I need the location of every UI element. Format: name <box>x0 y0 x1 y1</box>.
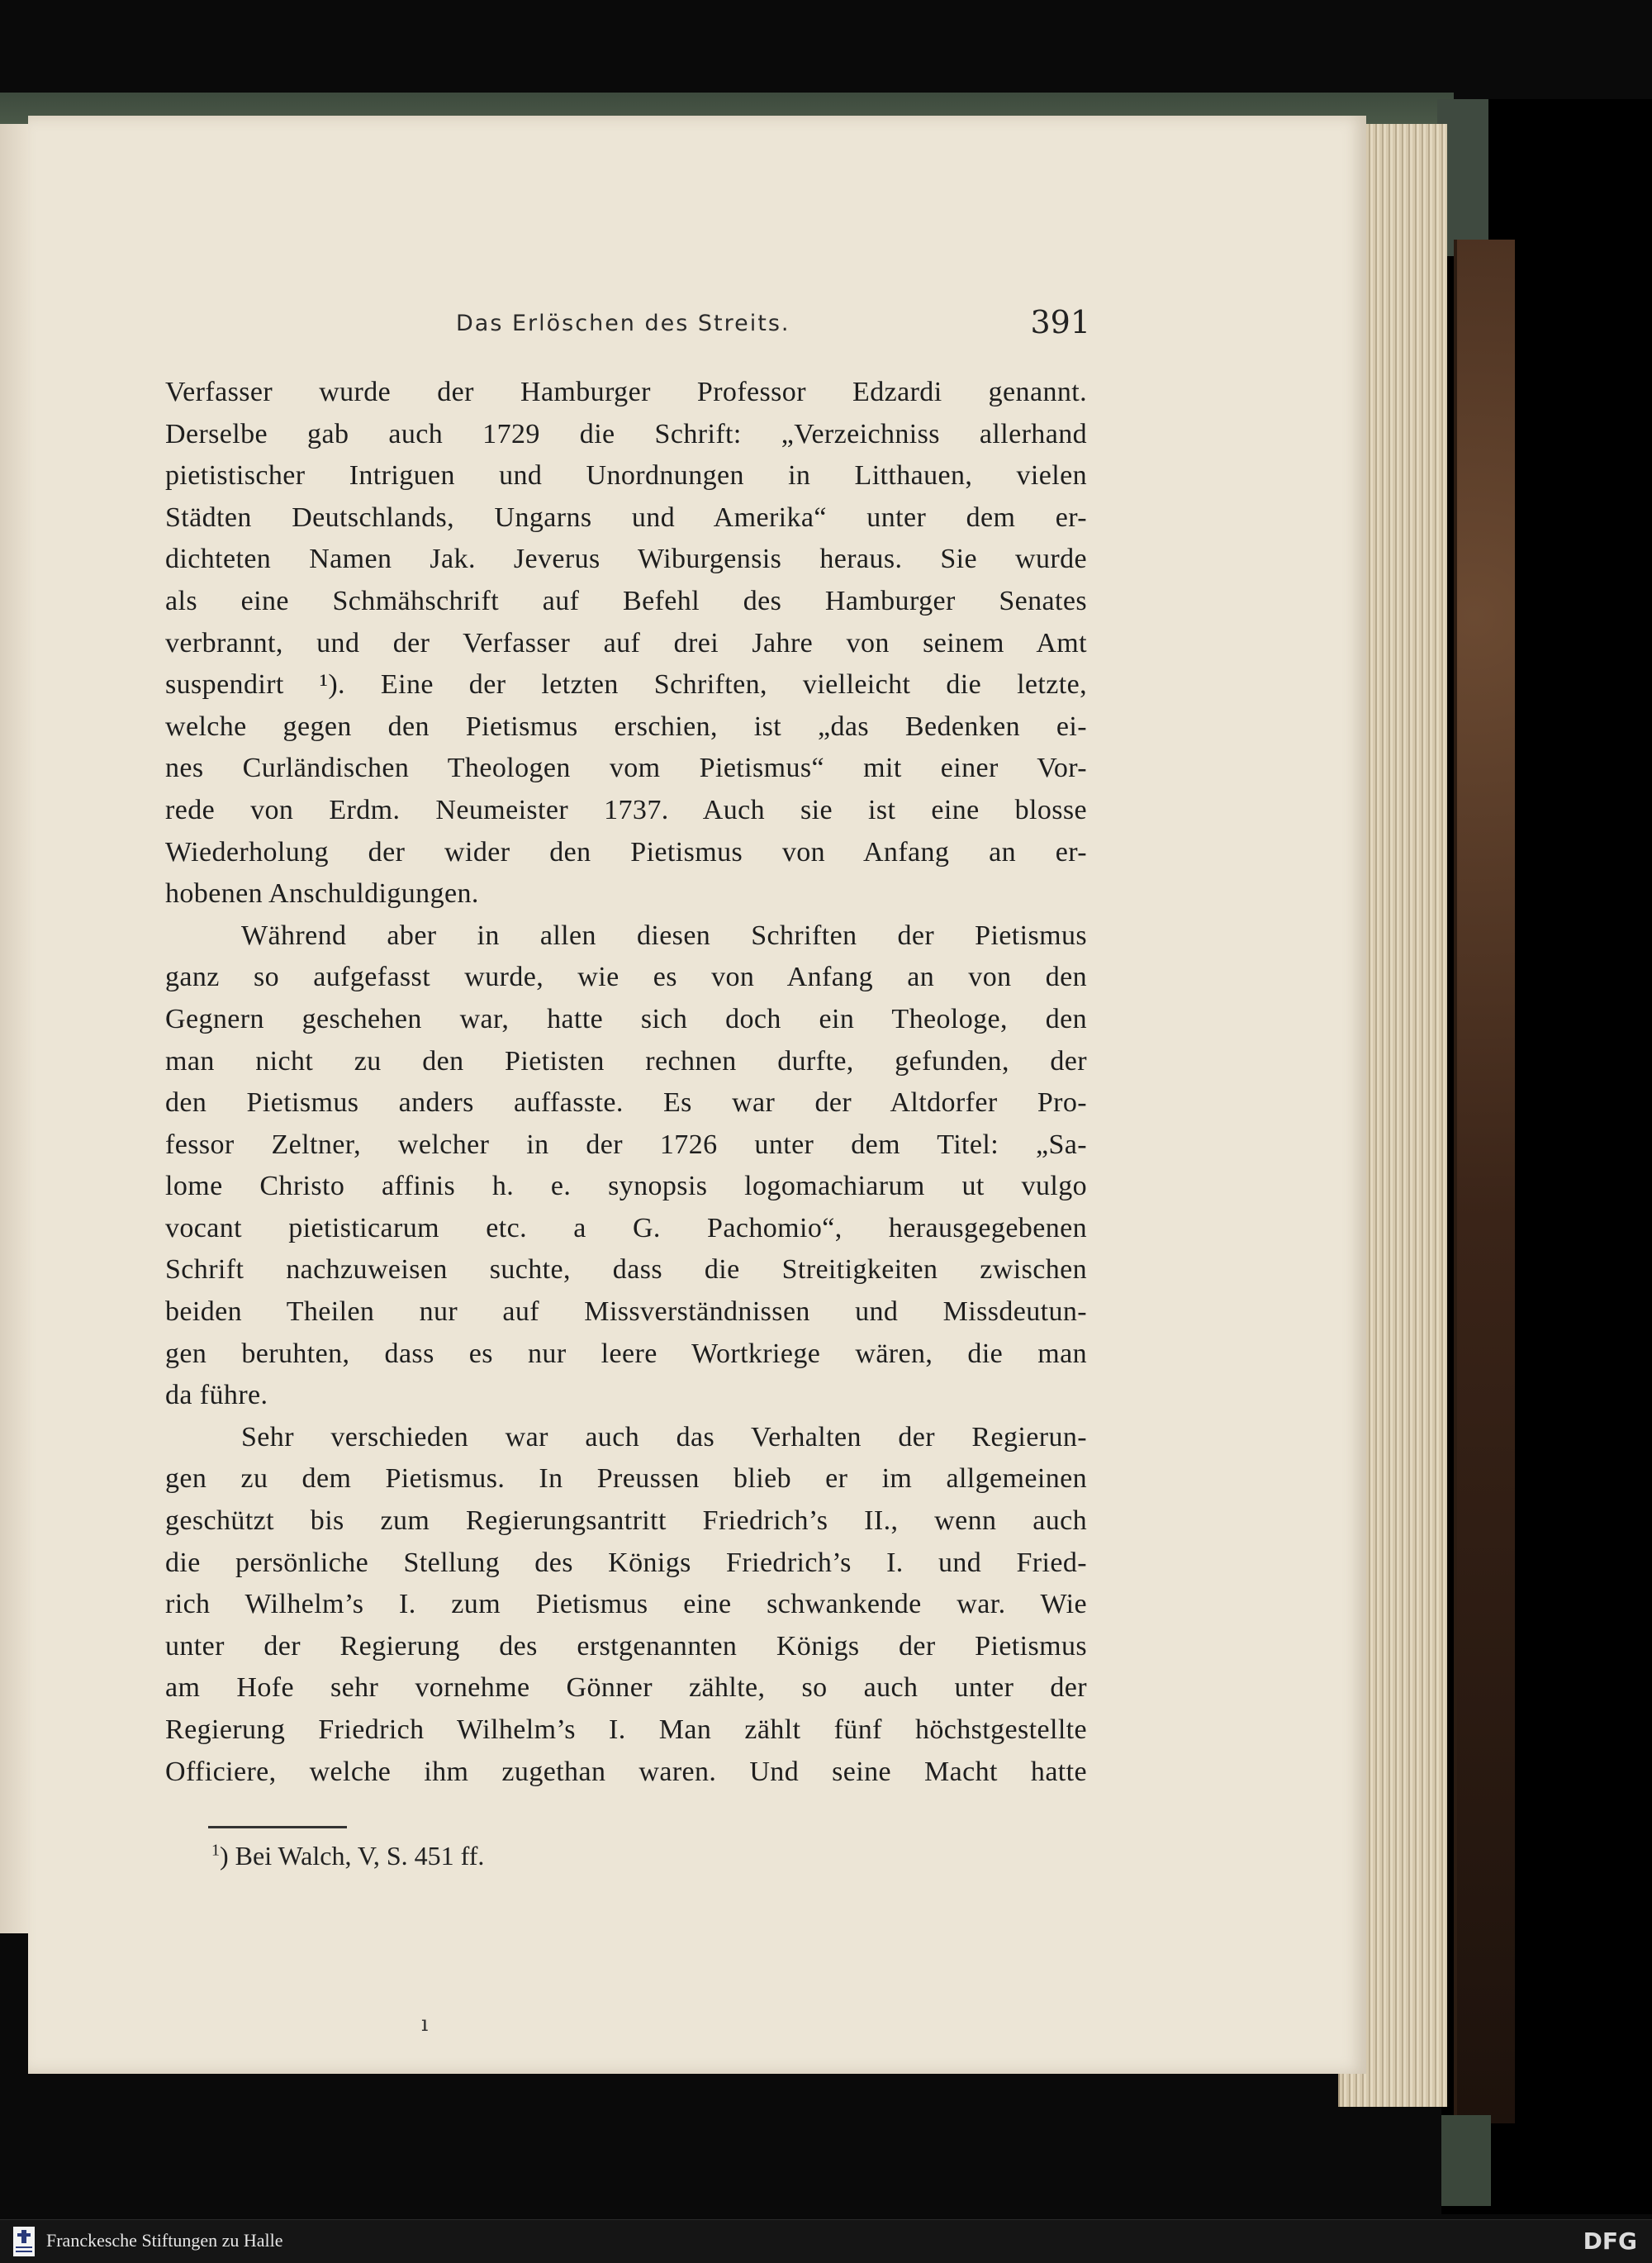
text-line: als eine Schmähschrift auf Befehl des Hamburger Senates <box>165 585 1087 616</box>
text-line: rich Wilhelm’s I. zum Pietismus eine schwankende war. Wie <box>165 1589 1087 1620</box>
text-line: am Hofe sehr vornehme Gönner zählte, so auch unter der <box>165 1672 1087 1704</box>
marbled-cover <box>1454 240 1515 2123</box>
text-line: Gegnern geschehen war, hatte sich doch ein Theologe, den <box>165 1003 1087 1034</box>
footnote <box>211 1841 484 1871</box>
text-line: lome Christo affinis h. e. synopsis logomachiarum ut vulgo <box>165 1171 1087 1202</box>
text-line: unter der Regierung des erstgenannten Königs der Pietismus <box>165 1630 1087 1662</box>
text-line: verbrannt, und der Verfasser auf drei Jahre von seinem Amt <box>165 627 1087 658</box>
running-head <box>165 304 1090 350</box>
text-line: Während aber in allen diesen Schriften der Pietismus <box>241 920 1087 951</box>
text-line: Officiere, welche ihm zugethan waren. Und seine Macht hatte <box>165 1756 1087 1787</box>
cloth-corner-bottom <box>1441 2115 1491 2206</box>
text-line: beiden Theilen nur auf Missverständnissen und Missdeutun- <box>165 1296 1087 1328</box>
text-line: man nicht zu den Pietisten rechnen durfte, gefunden, der <box>165 1045 1087 1077</box>
text-line: Regierung Friedrich Wilhelm’s I. Man zählt fünf höchstgestellte <box>165 1714 1087 1745</box>
institution-name[interactable]: Franckesche Stiftungen zu Halle <box>46 2230 283 2251</box>
text-line: die persönliche Stellung des Königs Friedrich’s I. und Fried- <box>165 1547 1087 1578</box>
viewer-footer <box>0 2219 1652 2263</box>
text-line: rede von Erdm. Neumeister 1737. Auch sie ist eine blosse <box>165 794 1087 825</box>
text-line: welche gegen den Pietismus erschien, ist „das Bedenken ei- <box>165 711 1087 742</box>
text-line: geschützt bis zum Regierungsantritt Friedrich’s II., wenn auch <box>165 1505 1087 1537</box>
text-line: Derselbe gab auch 1729 die Schrift: „Verzeichniss allerhand <box>165 418 1087 449</box>
text-line: gen beruhten, dass es nur leere Wortkriege wären, die man <box>165 1338 1087 1369</box>
text-line: Verfasser wurde der Hamburger Professor Edzardi genannt. <box>165 377 1087 407</box>
text-line: den Pietismus anders auffasste. Es war der Altdorfer Pro- <box>165 1087 1087 1119</box>
text-line: da führe. <box>165 1380 268 1411</box>
text-line: pietistischer Intriguen und Unordnungen in Litthauen, vielen <box>165 460 1087 492</box>
footnote-rule <box>208 1826 347 1828</box>
footnote-text: ) Bei Walch, V, S. 451 ff. <box>220 1841 485 1871</box>
body-text <box>165 372 1087 1793</box>
text-line: Sehr verschieden war auch das Verhalten der Regierun- <box>241 1421 1087 1452</box>
text-line: hobenen Anschuldigungen. <box>165 878 479 910</box>
text-line: suspendirt ¹). Eine der letzten Schriften, vielleicht die letzte, <box>165 669 1087 701</box>
text-line: Wiederholung der wider den Pietismus von Anfang an er- <box>165 836 1087 868</box>
text-line: Schrift nachzuweisen suchte, dass die Streitigkeiten zwischen <box>165 1254 1087 1286</box>
dfg-logo[interactable]: DFG <box>1583 2227 1637 2255</box>
institution-logo-icon[interactable] <box>13 2227 35 2256</box>
page-number: 391 <box>1030 304 1090 340</box>
text-line: dichteten Namen Jak. Jeverus Wiburgensis heraus. Sie wurde <box>165 544 1087 575</box>
text-line: nes Curländischen Theologen vom Pietismus“ mit einer Vor- <box>165 753 1087 784</box>
stray-mark: ı <box>421 2012 429 2037</box>
text-line: Städten Deutschlands, Ungarns und Amerika“ unter dem er- <box>165 502 1087 533</box>
footnote-marker: 1 <box>211 1841 220 1860</box>
text-line: fessor Zeltner, welcher in der 1726 unter dem Titel: „Sa- <box>165 1129 1087 1160</box>
text-line: ganz so aufgefasst wurde, wie es von Anfang an von den <box>165 962 1087 993</box>
text-line: gen zu dem Pietismus. In Preussen blieb er im allgemeinen <box>165 1463 1087 1495</box>
text-line: vocant pietisticarum etc. a G. Pachomio“, herausgegebenen <box>165 1212 1087 1243</box>
running-title: Das Erlöschen des Streits. <box>456 311 790 336</box>
